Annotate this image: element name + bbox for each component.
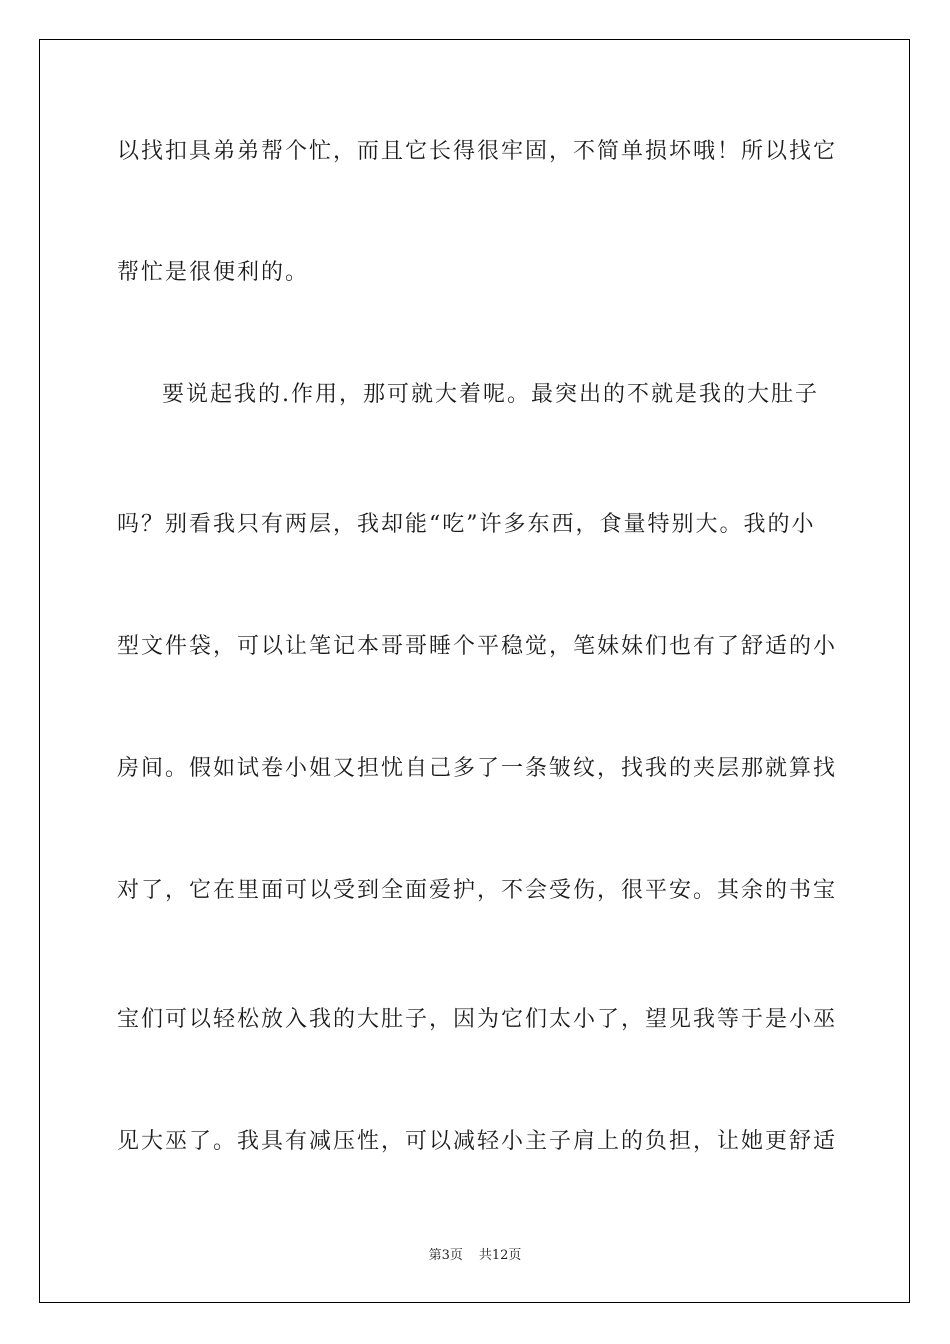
body-line-2: 帮忙是很便利的。 (117, 260, 310, 285)
body-line-4: 吗？别看我只有两层，我却能“吃”许多东西，食量特别大。我的小 (117, 512, 816, 537)
page-footer (0, 1248, 950, 1264)
body-line-1: 以找扣具弟弟帮个忙，而且它长得很牢固，不简单损坏哦！所以找它 (117, 139, 838, 164)
body-line-3-paragraph-start: 要说起我的.作用，那可就大着呢。最突出的不就是我的大肚子 (162, 382, 819, 407)
body-line-7: 对了，它在里面可以受到全面爱护，不会受伤，很平安。其余的书宝 (117, 878, 838, 903)
page-number: 第3页 (428, 1248, 463, 1263)
body-line-5: 型文件袋，可以让笔记本哥哥睡个平稳觉，笔妹妹们也有了舒适的小 (117, 634, 838, 659)
body-line-6: 房间。假如试卷小姐又担忧自己多了一条皱纹，找我的夹层那就算找 (117, 756, 838, 781)
body-line-9: 见大巫了。我具有减压性，可以减轻小主子肩上的负担，让她更舒适 (117, 1129, 838, 1154)
page-border (39, 39, 910, 1303)
body-line-8: 宝们可以轻松放入我的大肚子，因为它们太小了，望见我等于是小巫 (117, 1007, 838, 1032)
total-pages: 共12页 (478, 1248, 522, 1263)
